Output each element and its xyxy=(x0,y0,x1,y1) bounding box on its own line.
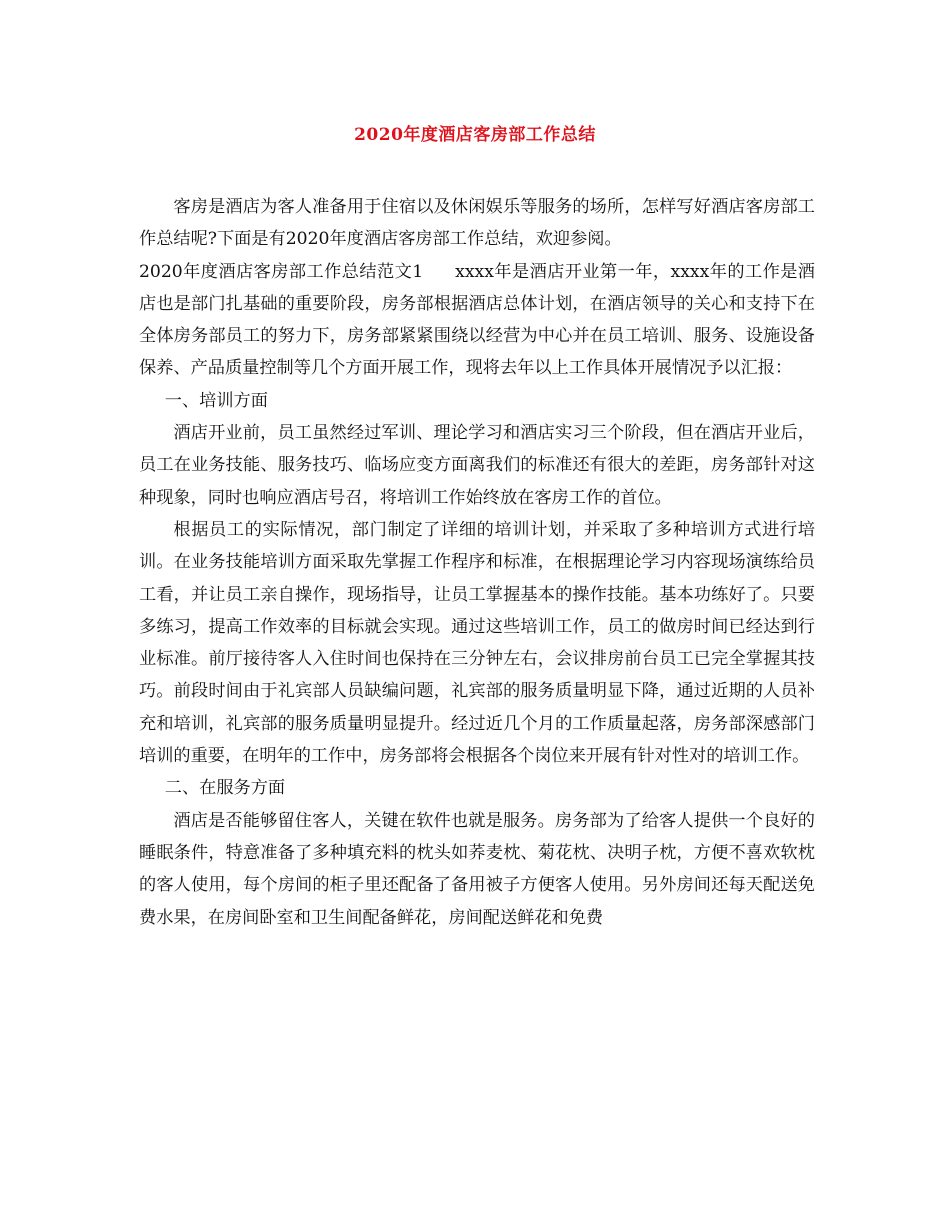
service-paragraph-1: 酒店是否能够留住客人，关键在软件也就是服务。房务部为了给客人提供一个良好的睡眠条件，特意准备了多种填充料的枕头如荞麦枕、菊花枕、决明子枕，方便不喜欢软枕的客人使用，每个房间的柜子里还配备了备用被子方便客人使用。另外房间还每天配送免费水果，在房间卧室和卫生间配备鲜花，房间配送鲜花和免费 xyxy=(139,810,815,928)
training-paragraph-1: 酒店开业前，员工虽然经过军训、理论学习和酒店实习三个阶段，但在酒店开业后，员工在业务技能、服务技巧、临场应变方面离我们的标准还有很大的差距，房务部针对这种现象，同时也响应酒店号召，将培训工作始终放在客房工作的首位。 xyxy=(139,423,815,508)
training-paragraph-2: 根据员工的实际情况，部门制定了详细的培训计划，并采取了多种培训方式进行培训。在业务技能培训方面采取先掌握工作程序和标准，在根据理论学习内容现场演练给员工看，并让员工亲自操作，现场指导，让员工掌握基本的操作技能。基本功练好了。只要多练习，提高工作效率的目标就会实现。通过这些培训工作，员工的做房时间已经达到行业标准。前厅接待客人入住时间也保持在三分钟左右，会议排房前台员工已完全掌握其技巧。前段时间由于礼宾部人员缺编问题，礼宾部的服务质量明显下降，通过近期的人员补充和培训，礼宾部的服务质量明显提升。经过近几个月的工作质量起落，房务部深感部门培训的重要，在明年的工作中，房务部将会根据各个岗位来开展有针对性对的培训工作。 xyxy=(139,519,815,767)
document-title: 2020年度酒店客房部工作总结 xyxy=(354,125,596,145)
document-body xyxy=(139,191,815,934)
section-heading-training: 一、培训方面 xyxy=(164,390,268,411)
sample-title: 2020年度酒店客房部工作总结范文1 xyxy=(139,261,424,282)
intro-paragraph: 客房是酒店为客人准备用于住宿以及休闲娱乐等服务的场所，怎样写好酒店客房部工作总结呢?下面是有2020年度酒店客房部工作总结，欢迎参阅。 xyxy=(139,197,815,250)
sample-paragraph xyxy=(139,256,815,385)
sample-opening: xxxx年是酒店开业第一年，xxxx年的工作是酒店也是部门扎基础的重要阶段，房务部根据酒店总体计划，在酒店领导的关心和支持下在全体房务部员工的努力下，房务部紧紧围绕以经营为中心并在员工培训、服务、设施设备保养、产品质量控制等几个方面开展工作，现将去年以上工作具体开展情况予以汇报： xyxy=(139,261,815,379)
section-heading-service: 二、在服务方面 xyxy=(164,778,286,799)
